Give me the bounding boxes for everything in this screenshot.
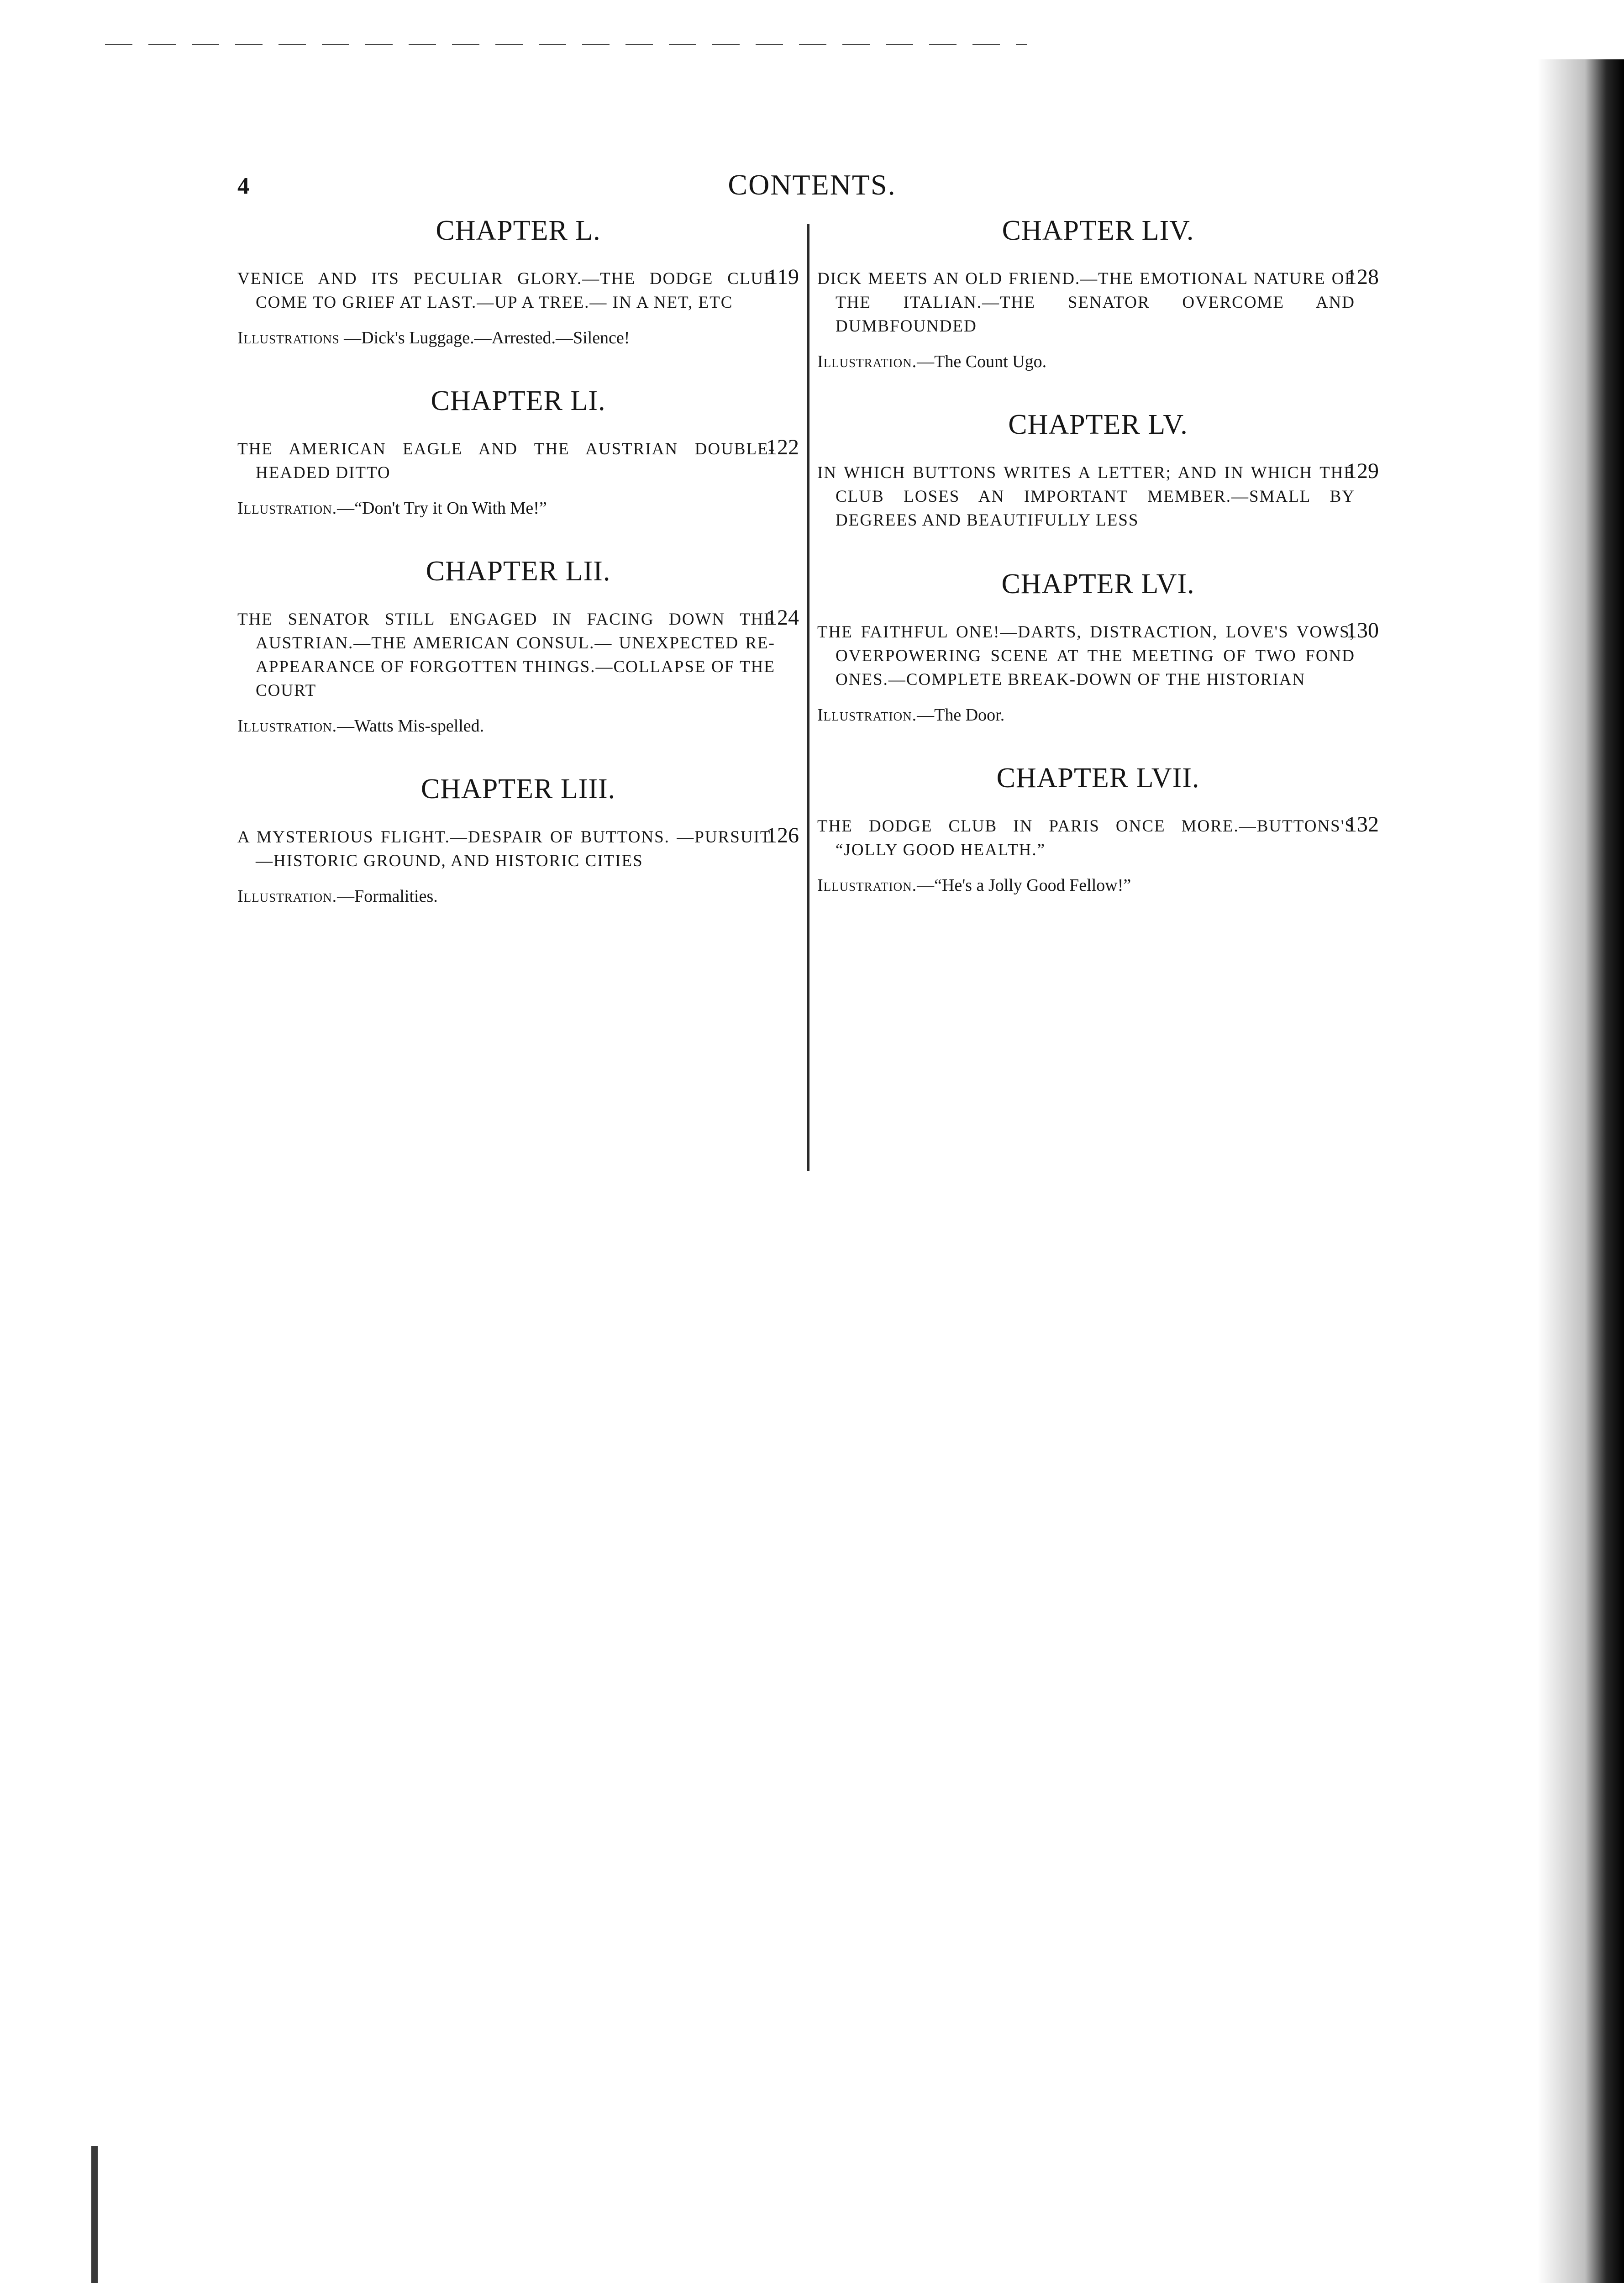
chapter-summary: THE AMERICAN EAGLE AND THE AUSTRIAN DOUBLE-HEADED DITTO — [237, 440, 775, 482]
contents-right-column — [817, 215, 1379, 932]
chapter-entry — [237, 215, 799, 349]
binding-edge-shadow — [1537, 59, 1624, 2283]
illustrations-line — [817, 704, 1379, 726]
illustrations-list: —The Door. — [917, 705, 1005, 725]
chapter-title: CHAPTER LI. — [431, 385, 606, 416]
page-ref: 128 — [1346, 265, 1379, 289]
running-head: CONTENTS. — [728, 168, 896, 201]
contents-left-column — [237, 215, 799, 943]
chapter-description — [817, 813, 1379, 862]
chapter-summary: DICK MEETS AN OLD FRIEND.—THE EMOTIONAL NATURE OF THE ITALIAN.—THE SENATOR OVERCOME AND DUMBFOUNDED — [817, 269, 1355, 336]
chapter-entry — [237, 773, 799, 908]
chapter-entry — [237, 385, 799, 520]
illustrations-line — [237, 715, 799, 737]
chapter-summary: VENICE AND ITS PECULIAR GLORY.—THE DODGE CLUB COME TO GRIEF AT LAST.—UP A TREE.— IN A NET, ETC — [237, 269, 776, 312]
page-ref: 130 — [1346, 618, 1379, 642]
page-ref: 119 — [767, 265, 799, 289]
chapter-summary: IN WHICH BUTTONS WRITES A LETTER; AND IN WHICH THE CLUB LOSES AN IMPORTANT MEMBER.—SMALL BY DEGREES AND BEAUTIFULLY LESS — [817, 463, 1355, 530]
chapter-description — [237, 436, 799, 485]
chapter-description — [817, 619, 1379, 692]
chapter-title: CHAPTER L. — [436, 215, 601, 246]
chapter-summary: THE SENATOR STILL ENGAGED IN FACING DOWN THE AUSTRIAN.—THE AMERICAN CONSUL.— UNEXPECTED RE-APPEARANCE OF FORGOTTEN THINGS.—COLLAPSE OF THE COURT — [237, 610, 775, 700]
illustrations-line — [237, 497, 799, 520]
chapter-title: CHAPTER LII. — [426, 556, 611, 587]
illustrations-label: Illustrations — [237, 328, 340, 347]
column-divider — [807, 224, 809, 1171]
page-ref: 126 — [766, 823, 799, 847]
page-ref: 132 — [1346, 812, 1379, 836]
illustrations-line — [817, 874, 1379, 897]
page-number: 4 — [237, 173, 249, 199]
chapter-description — [817, 459, 1379, 532]
illustrations-list: —“Don't Try it On With Me!” — [337, 499, 547, 518]
illustrations-list: —Formalities. — [337, 887, 438, 906]
page-ref: 122 — [766, 435, 799, 459]
illustrations-list: —Watts Mis-spelled. — [337, 716, 484, 736]
illustrations-label: Illustration. — [817, 705, 917, 725]
chapter-description — [237, 824, 799, 873]
illustrations-label: Illustration. — [237, 499, 337, 518]
chapter-description — [817, 265, 1379, 338]
chapter-entry — [237, 555, 799, 737]
gutter-mark — [91, 2146, 98, 2283]
chapter-title: CHAPTER LV. — [1008, 409, 1188, 440]
chapter-summary: A MYSTERIOUS FLIGHT.—DESPAIR OF BUTTONS. —PURSUIT.—HISTORIC GROUND, AND HISTORIC CITIES — [237, 828, 775, 870]
illustrations-label: Illustration. — [817, 876, 917, 895]
chapter-summary: THE FAITHFUL ONE!—DARTS, DISTRACTION, LOVE'S VOWS, OVERPOWERING SCENE AT THE MEETING OF TWO FOND ONES.—COMPLETE BREAK-DOWN OF THE HISTORIAN — [817, 623, 1355, 689]
illustrations-list: —The Count Ugo. — [917, 352, 1047, 371]
page-ref: 129 — [1346, 459, 1379, 483]
chapter-entry — [817, 215, 1379, 373]
illustrations-line — [237, 885, 799, 908]
chapter-entry — [817, 409, 1379, 532]
chapter-description — [237, 606, 799, 703]
illustrations-list: —“He's a Jolly Good Fellow!” — [917, 876, 1131, 895]
page-ref: 124 — [766, 605, 799, 630]
chapter-title: CHAPTER LVII. — [996, 763, 1200, 794]
chapter-title: CHAPTER LIV. — [1002, 215, 1194, 246]
chapter-summary: THE DODGE CLUB IN PARIS ONCE MORE.—BUTTONS'S “JOLLY GOOD HEALTH.” — [817, 817, 1355, 859]
top-edge-rule — [105, 44, 1027, 45]
illustrations-line — [237, 326, 799, 349]
chapter-title: CHAPTER LVI. — [1001, 568, 1195, 600]
illustrations-label: Illustration. — [237, 716, 337, 736]
chapter-entry — [817, 568, 1379, 726]
chapter-description — [237, 265, 799, 315]
chapter-entry — [817, 762, 1379, 897]
illustrations-label: Illustration. — [237, 887, 337, 906]
chapter-title: CHAPTER LIII. — [420, 773, 616, 805]
illustrations-label: Illustration. — [817, 352, 917, 371]
illustrations-line — [817, 350, 1379, 373]
illustrations-list: —Dick's Luggage.—Arrested.—Silence! — [339, 328, 630, 347]
